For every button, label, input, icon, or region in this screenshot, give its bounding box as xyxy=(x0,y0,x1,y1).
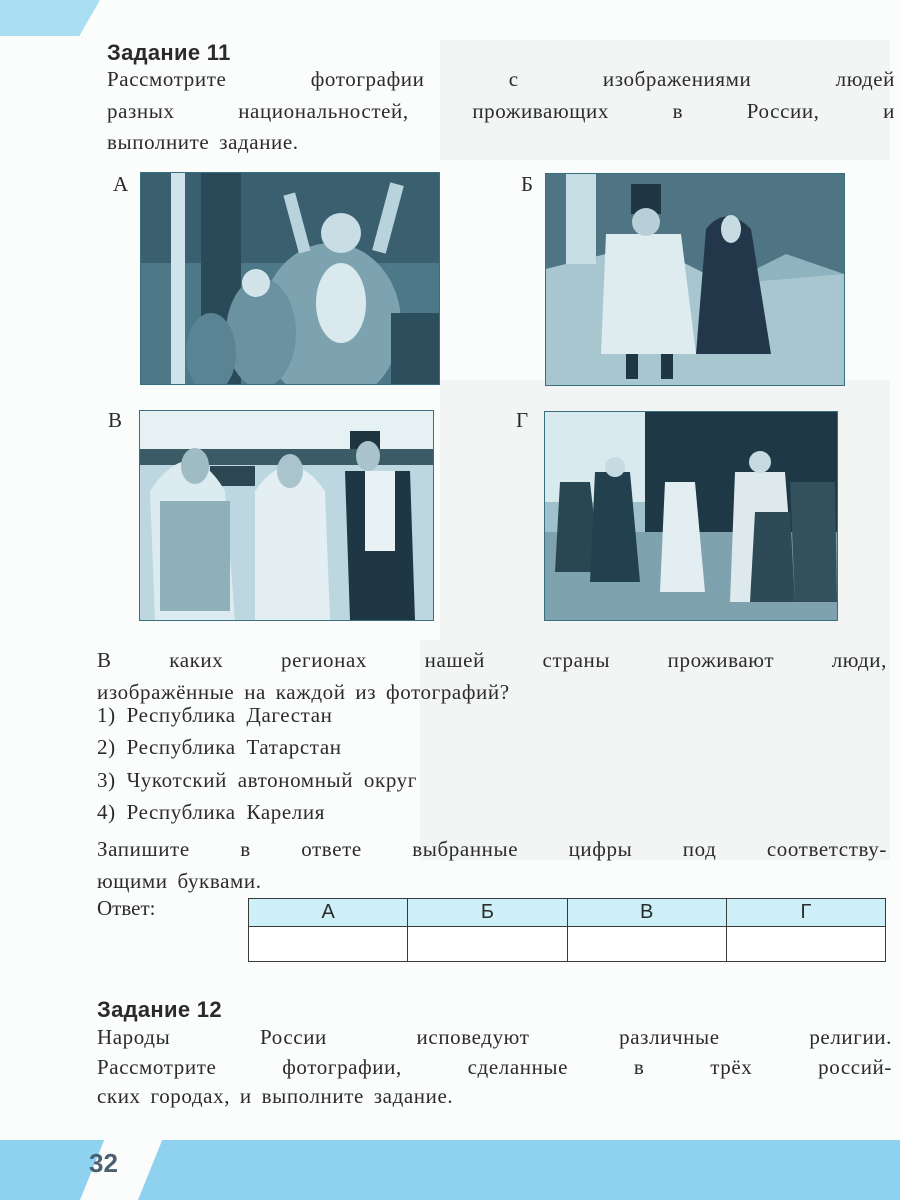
task-11-intro xyxy=(107,64,895,159)
instruction-line: Запишите в ответе выбранные цифры под соответству- xyxy=(97,837,887,861)
photo-label-b: Б xyxy=(521,172,534,196)
intro-line: выполните задание. xyxy=(107,130,299,154)
option-number: 2) xyxy=(97,735,116,759)
answer-column-a: А xyxy=(249,899,408,927)
answer-column-b: Б xyxy=(408,899,567,927)
answer-input-row xyxy=(249,927,886,962)
photo-a-image xyxy=(141,173,439,384)
answer-header-row xyxy=(249,899,886,927)
page-number: 32 xyxy=(89,1148,118,1178)
photo-g xyxy=(544,411,838,621)
photo-label-g: Г xyxy=(516,408,529,432)
option-3 xyxy=(97,768,417,793)
option-text: Республика Татарстан xyxy=(126,735,342,759)
question-line: изображённые на каждой из фотографий? xyxy=(97,679,510,704)
photo-b xyxy=(545,173,845,386)
intro-line: разных национальностей, проживающих в России, и xyxy=(107,98,895,123)
instruction-line: ющими буквами. xyxy=(97,868,262,893)
intro-line: Рассмотрите фотографии с изображениями людей xyxy=(107,67,895,91)
photo-v xyxy=(139,410,434,621)
option-2 xyxy=(97,735,342,760)
option-text: Чукотский автономный округ xyxy=(126,768,417,792)
task-11-question xyxy=(97,645,887,707)
photo-a xyxy=(140,172,440,385)
photo-label-a: А xyxy=(113,172,129,196)
answer-cell-v[interactable] xyxy=(567,927,726,962)
photo-v-image xyxy=(140,411,433,620)
answer-cell-g[interactable] xyxy=(726,927,885,962)
option-text: Республика Дагестан xyxy=(126,703,333,727)
photo-label-v: В xyxy=(108,408,123,432)
intro-line: Рассмотрите фотографии, сделанные в трёх россий- xyxy=(97,1054,892,1079)
option-number: 3) xyxy=(97,768,116,792)
answer-column-g: Г xyxy=(726,899,885,927)
task-11-instruction xyxy=(97,834,887,897)
task-12-title: Задание 12 xyxy=(97,997,222,1022)
answer-cell-a[interactable] xyxy=(249,927,408,962)
question-line: В каких регионах нашей страны проживают люди, xyxy=(97,648,887,672)
answer-cell-b[interactable] xyxy=(408,927,567,962)
photo-b-image xyxy=(546,174,844,385)
answer-table xyxy=(248,898,886,962)
option-number: 4) xyxy=(97,800,116,824)
option-text: Республика Карелия xyxy=(126,800,325,824)
intro-line: ских городах, и выполните задание. xyxy=(97,1084,454,1108)
answer-label: Ответ: xyxy=(97,896,156,920)
task-11-title: Задание 11 xyxy=(107,40,231,65)
intro-line: Народы России исповедуют различные религии. xyxy=(97,1025,892,1049)
option-number: 1) xyxy=(97,703,116,727)
decorative-top-strip xyxy=(0,0,100,36)
option-4 xyxy=(97,800,325,825)
option-1 xyxy=(97,703,332,728)
task-12-intro xyxy=(97,1023,892,1112)
answer-column-v: В xyxy=(567,899,726,927)
photo-g-image xyxy=(545,412,837,620)
